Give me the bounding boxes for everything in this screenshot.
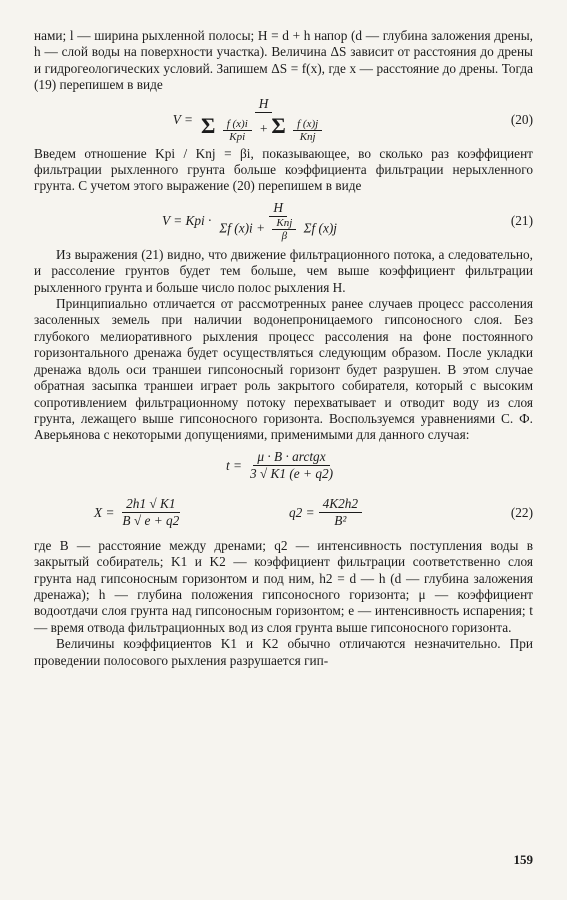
formula-21-den-mid-den: β	[281, 229, 288, 242]
formula-22-x-denominator: B √ e + q2	[122, 513, 180, 529]
equation-number-20: (20)	[510, 111, 533, 127]
formula-21-den-mid-num: Knj	[272, 217, 296, 230]
formula-22-x-lhs: X =	[94, 504, 115, 520]
formula-21-denominator	[215, 217, 341, 242]
formula-21-den-a: Σf (x)i +	[219, 220, 266, 236]
formula-20-den-a-sub: Kpi	[229, 130, 246, 143]
formula-22-q-denominator: B²	[334, 513, 347, 529]
formula-22-q-numerator: 4K2h2	[319, 496, 362, 513]
formula-22	[34, 488, 533, 538]
formula-20-fraction	[197, 96, 330, 142]
formula-21-numerator: H	[269, 200, 287, 217]
formula-22-q-lhs: q2 =	[289, 504, 315, 520]
formula-20-denominator: Σ $\frac{f (x)i}{\text{Kpi}}$ + Σ $\frac{f (x)j}{\text{Knj}}$	[197, 113, 330, 142]
sum-icon: Σ	[200, 113, 216, 139]
formula-20-den-a: f (x)i	[223, 118, 252, 131]
paragraph-2: Введем отношение Kpi / Knj = βi, показывающее, во сколько раз коэффициент фильтрации рыхленного грунта больше коэффициента фильтрации нерыхленного грунта. С учетом этого выражение (20) перепишем в виде	[34, 145, 533, 194]
formula-20-den-b: f (x)j	[293, 118, 322, 131]
formula-21	[34, 195, 533, 247]
formula-21-fraction	[215, 200, 341, 242]
formula-20-numerator: H	[255, 96, 273, 113]
formula-20-den-b-sub: Knj	[299, 130, 316, 143]
formula-t-lhs: t =	[225, 457, 242, 473]
formula-22-x-numerator: 2h1 √ K1	[122, 496, 179, 513]
paragraph-3: Из выражения (21) видно, что движение фильтрационного потока, а следовательно, и рассоление грунтов будет тем больше, чем выше коэффициент фильтрации рыхленного грунта и больше число полос рыхления H.	[34, 246, 533, 295]
formula-t-denominator: 3 √ K1 (e + q2)	[249, 466, 334, 482]
paragraph-4: Принципиально отличается от рассмотренных ранее случаев процесс рассоления засоленных земель при наличии водонепроницаемого гипсоносного слоя. Без глубокого мелиоративного рыхления процесс рассоления на фоне постоянного горизонтального дренажа будет осуществляться следующим образом. После укладки дренажа вдоль оси траншеи гипсоносный горизонт будет разрушен. В этом случае обратная засыпка траншеи играет роль закрытого собирателя, который с высоким сопротивлением фильтрационному потоку перехватывает и отводит воду из слоя грунта, лежащего выше гипсоносного горизонта. Воспользуемся уравнениями С. Ф. Аверьянова с некоторыми допущениями, применимыми для данного случая:	[34, 296, 533, 443]
paragraph-6: Величины коэффициентов K1 и K2 обычно отличаются незначительно. При проведении полосового рыхления разрушается гип-	[34, 636, 533, 668]
formula-21-lhs: V = Kpi ·	[162, 212, 212, 228]
sum-icon: Σ	[271, 113, 286, 139]
formula-t-numerator: μ · B · arctgx	[253, 449, 329, 466]
equation-number-22: (22)	[510, 504, 533, 520]
equation-number-21: (21)	[510, 212, 533, 228]
formula-t-fraction	[246, 449, 337, 482]
formula-21-den-b: Σf (x)j	[303, 220, 337, 236]
formula-20-lhs: V =	[172, 111, 193, 127]
page-number: 159	[513, 852, 533, 867]
paragraph-1: нами; l — ширина рыхленной полосы; H = d + h напор (d — глубина заложения дрены, h — слой воды на поверхности участка). Величина ΔS зависит от расстояния до дрены и гидрогеологических условий. Запишем ΔS = f(x), где x — расстояние до дрены. Тогда (19) перепишем в виде	[34, 28, 533, 93]
formula-20	[34, 94, 533, 146]
formula-t	[34, 444, 533, 488]
paragraph-5: где B — расстояние между дренами; q2 — интенсивность поступления воды в закрытый собиратель; K1 и K2 — коэффициент фильтрации соответственно слоя грунта над гипсоносным горизонтом и под ним, h2 = d — h (d — глубина заложения дренажа); h — глубина положения гипсоносного горизонта; μ — коэффициент водоотдачи слоя грунта над гипсоносным горизонтом; e — интенсивность испарения; t — время отвода фильтрационных вод из слоя грунта выше гипсоносного горизонта.	[34, 537, 533, 635]
